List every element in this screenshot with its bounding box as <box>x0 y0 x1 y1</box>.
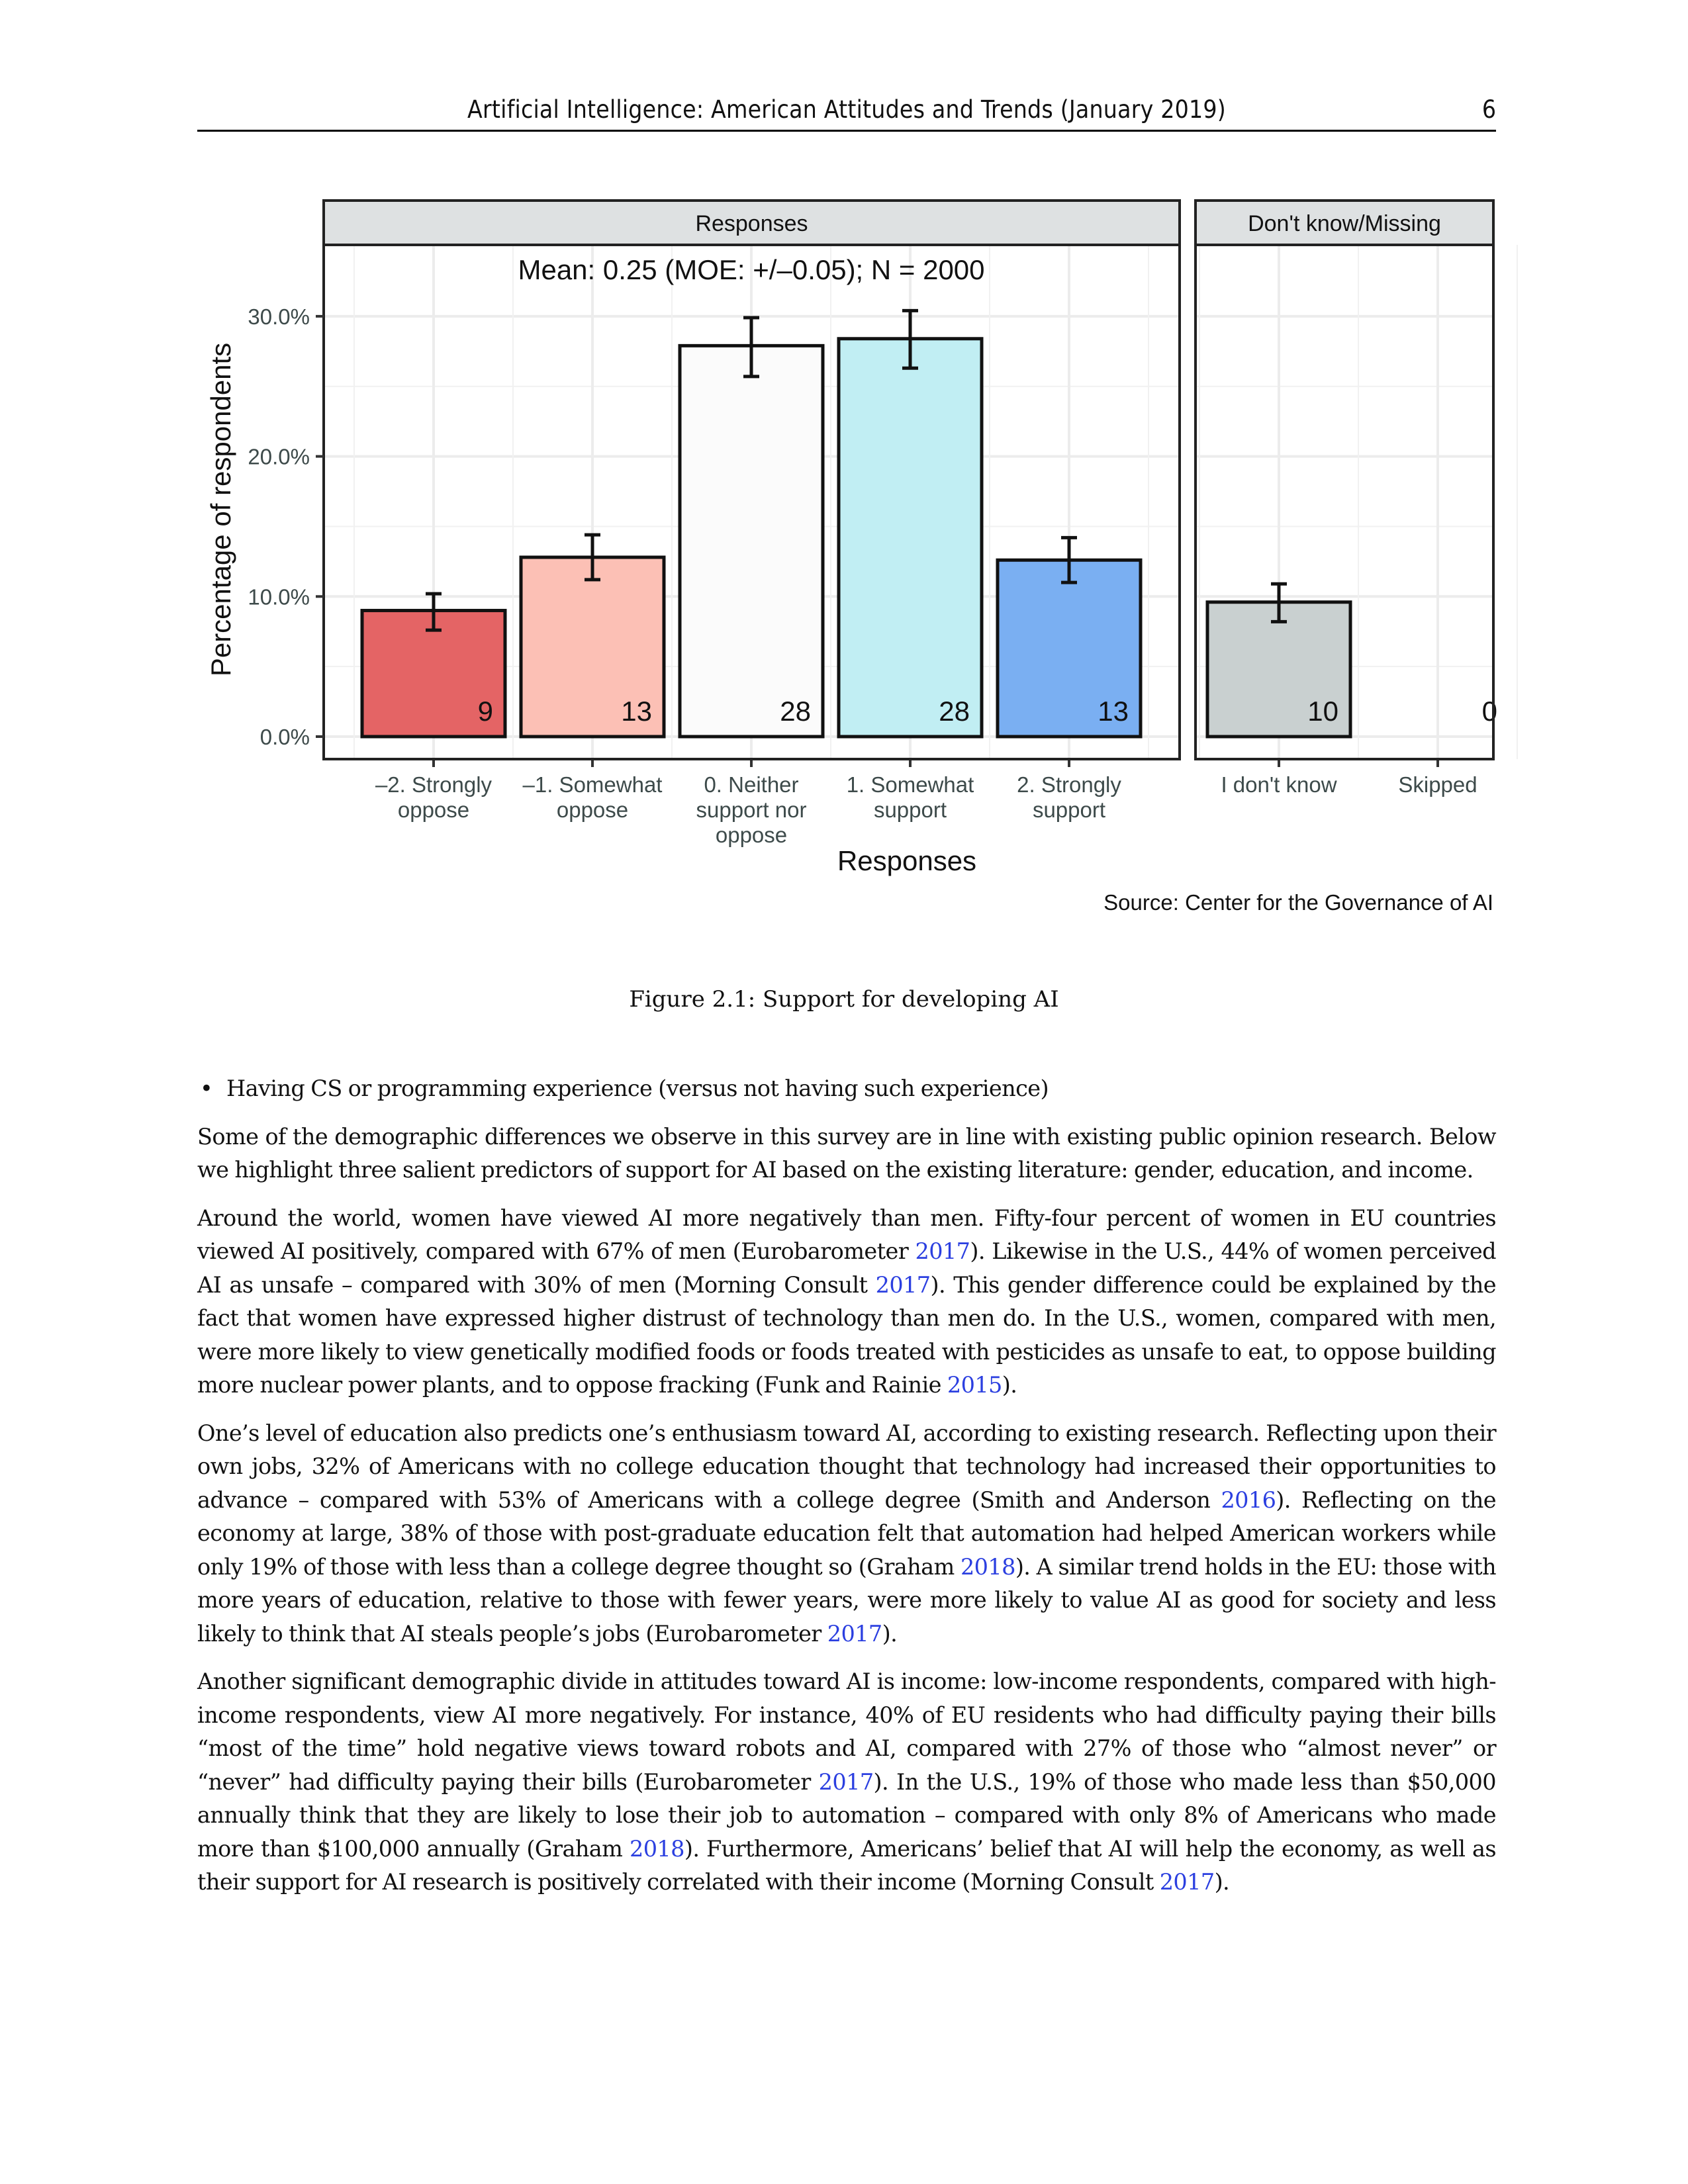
bar-group <box>521 535 664 737</box>
bar-chart <box>0 0 1688 927</box>
data-label: 13 <box>621 696 652 727</box>
paragraph-text: Some of the demographic differences we observe in this survey are in line with existing public opinion research. Below we highlight three salient predictors of support for AI based on the existing literature: gender, education, and income. <box>197 1123 1496 1183</box>
facet-label: Responses <box>695 211 808 236</box>
page-number: 6 <box>1481 95 1496 124</box>
running-title: Artificial Intelligence: American Attitudes and Trends (January 2019) <box>467 95 1226 124</box>
bar-group <box>680 318 823 737</box>
citation-link[interactable]: 2017 <box>818 1768 874 1795</box>
y-tick-label: 20.0% <box>248 444 310 469</box>
paragraph-text: ). Furthermore, Americans’ belief that AI will help the economy, as well as their support for AI research is positively correlated with their income (Morning Consult <box>197 1835 1496 1895</box>
paragraphs <box>197 1120 1496 1899</box>
paragraph-text: ). <box>1002 1372 1017 1398</box>
bar-group <box>998 537 1141 737</box>
data-label: 10 <box>1307 696 1338 727</box>
paragraph-text: ). A similar trend holds in the EU: those with more years of education, relative to those with fewer years, were more likely to value AI as good for society and less likely to think that AI steals people’s jobs (Eurobarometer <box>197 1553 1496 1647</box>
paragraph-text: ). This gender difference could be explained by the fact that women have expressed higher distrust of technology than men do. In the U.S., women, compared with men, were more likely to view genetically modified foods or foods treated with pesticides as unsafe to eat, to oppose building more nuclear power plants, and to oppose fracking (Funk and Rainie <box>197 1271 1497 1398</box>
facet-label: Don't know/Missing <box>1248 211 1441 236</box>
figure-caption: Figure 2.1: Support for developing AI <box>629 986 1059 1013</box>
paragraph <box>197 1202 1496 1402</box>
paragraph-text: ). Likewise in the U.S., 44% of women perceived AI as unsafe – compared with 30% of men (Morning Consult <box>197 1238 1496 1298</box>
bar <box>680 345 823 737</box>
paragraph-text: ). <box>882 1620 898 1647</box>
x-tick-label: oppose <box>715 823 788 847</box>
x-tick-label: –1. Somewhat <box>522 772 663 797</box>
bar-group <box>839 310 982 737</box>
x-tick-label: 0. Neither <box>704 772 799 797</box>
x-tick-label: oppose <box>397 797 470 822</box>
citation-link[interactable]: 2015 <box>947 1372 1002 1398</box>
paragraph-text: Around the world, women have viewed AI more negatively than men. Fifty-four percent of women in EU countries viewed AI positively, compared with 67% of men (Eurobarometer <box>197 1205 1496 1264</box>
bar-group <box>1482 696 1497 727</box>
paragraph <box>197 1120 1496 1187</box>
citation-link[interactable]: 2018 <box>629 1835 684 1862</box>
x-tick-label: Skipped <box>1398 772 1477 797</box>
data-label: 0 <box>1481 696 1497 727</box>
x-tick-label: I don't know <box>1221 772 1337 797</box>
data-label: 13 <box>1098 696 1129 727</box>
paragraph-text: Another significant demographic divide in attitudes toward AI is income: low-income respondents, compared with high-income respondents, view AI more negatively. For instance, 40% of EU residents who had difficulty paying their bills “most of the time” hold negative views toward robots and AI, compared with 27% of those who “almost never” or “never” had difficulty paying their bills (Eurobarometer <box>197 1668 1496 1795</box>
x-axis-label: Responses <box>837 845 977 876</box>
bar <box>839 339 982 737</box>
x-tick-label: –2. Strongly <box>375 772 492 797</box>
paragraph-text: ). <box>1214 1869 1230 1895</box>
paragraph-text: ). In the U.S., 19% of those who made less than $50,000 annually think that they are likely to lose their job to automation – compared with only 8% of Americans who made more than $100,000 annually (Graham <box>197 1768 1496 1862</box>
body-text <box>197 1072 1496 1914</box>
x-tick-label: support <box>1032 797 1106 822</box>
citation-link[interactable]: 2017 <box>827 1620 882 1647</box>
x-tick-label: 2. Strongly <box>1017 772 1121 797</box>
y-axis-label: Percentage of respondents <box>205 342 236 677</box>
citation-link[interactable]: 2017 <box>915 1238 970 1264</box>
paragraph <box>197 1665 1496 1899</box>
paragraph <box>197 1417 1496 1651</box>
bar-group <box>1207 584 1350 737</box>
y-tick-label: 10.0% <box>248 584 310 610</box>
data-label: 9 <box>477 696 493 727</box>
data-label: 28 <box>780 696 811 727</box>
source-note: Source: Center for the Governance of AI <box>1103 890 1493 915</box>
mean-annotation: Mean: 0.25 (MOE: +/–0.05); N = 2000 <box>518 254 985 285</box>
x-tick-label: support nor <box>696 797 807 822</box>
x-tick-label: oppose <box>556 797 629 822</box>
bar-group <box>362 594 505 737</box>
citation-link[interactable]: 2018 <box>960 1553 1015 1580</box>
bullet-item: • Having CS or programming experience (versus not having such experience) <box>226 1072 1496 1106</box>
x-tick-label: 1. Somewhat <box>846 772 974 797</box>
citation-link[interactable]: 2017 <box>1159 1869 1215 1895</box>
data-label: 28 <box>939 696 970 727</box>
citation-link[interactable]: 2016 <box>1221 1486 1276 1513</box>
paragraph-text: One’s level of education also predicts one’s enthusiasm toward AI, according to existing research. Reflecting upon their own jobs, 32% of Americans with no college education thought that technology had increased their opportunities to advance – compared with 53% of Americans with a college degree (Smith and Anderson <box>197 1420 1496 1513</box>
y-tick-label: 0.0% <box>259 725 310 749</box>
y-tick-label: 30.0% <box>248 304 310 329</box>
citation-link[interactable]: 2017 <box>875 1271 931 1298</box>
bullet-list <box>197 1072 1496 1106</box>
paragraph-text: ). Reflecting on the economy at large, 38% of those with post-graduate education felt that automation had helped American workers while only 19% of those with less than a college degree thought so (Graham <box>197 1486 1497 1580</box>
x-tick-label: support <box>873 797 947 822</box>
